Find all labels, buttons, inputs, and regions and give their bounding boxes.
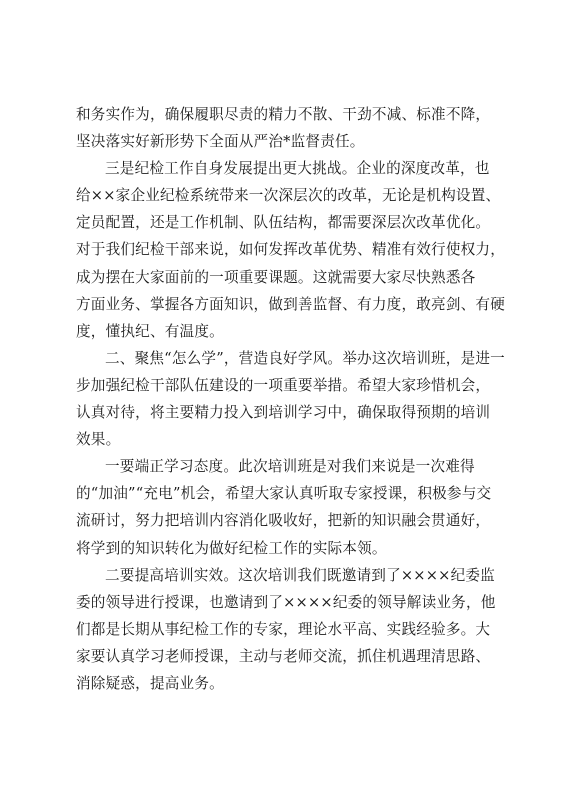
text-line: 二、聚焦“怎么学”，营造良好学风。举办这次培训班，是进一 [105,349,505,367]
text-line: 消除疑惑，提高业务。 [76,674,224,692]
text-line: 方面业务、掌握各方面知识，做到善监督、有力度，敢亮剑、有硬 [76,295,506,313]
text-line: 和务实作为，确保履职尽责的精力不散、干劲不减、标准不降， [76,106,491,123]
text-line: 对于我们纪检干部来说，如何发挥改革优势、精准有效行使权力， [76,241,506,259]
text-line: 坚决落实好新形势下全面从严治*监督责任。 [76,133,365,151]
text-line: 将学到的知识转化为做好纪检工作的实际本领。 [76,539,387,557]
text-line: 定员配置，还是工作机制、队伍结构，都需要深层次改革优化。 [76,214,491,232]
text-line: 步加强纪检干部队伍建设的一项重要举措。希望大家珍惜机会， [76,376,491,394]
text-line: 认真对待，将主要精力投入到培训学习中，确保取得预期的培训 [76,404,491,422]
text-line: 成为摆在大家面前的一项重要课题。这就需要大家尽快熟悉各 [76,268,476,286]
text-line: 给××家企业纪检系统带来一次深层次的改革，无论是机构设置、 [76,187,501,205]
text-line: 流研讨，努力把培训内容消化吸收好，把新的知识融会贯通好， [76,512,491,530]
body-text [76,101,506,697]
text-line: 的“加油”“充电”机会，希望大家认真听取专家授课，积极参与交 [76,485,492,503]
text-line: 们都是长期从事纪检工作的专家，理论水平高、实践经验多。大 [76,620,491,638]
text-line: 委的领导进行授课，也邀请到了××××纪委的领导解读业务，他 [76,593,496,611]
text-line: 一要端正学习态度。此次培训班是对我们来说是一次难得 [105,458,475,476]
text-line: 二要提高培训实效。这次培训我们既邀请到了××××纪委监 [105,566,495,584]
text-line: 度，懂执纪、有温度。 [76,322,224,340]
text-line: 家要认真学习老师授课，主动与老师交流，抓住机遇理清思路、 [76,647,491,665]
text-line: 三是纪检工作自身发展提出更大挑战。企业的深度改革，也 [105,160,490,178]
text-line: 效果。 [76,431,121,449]
